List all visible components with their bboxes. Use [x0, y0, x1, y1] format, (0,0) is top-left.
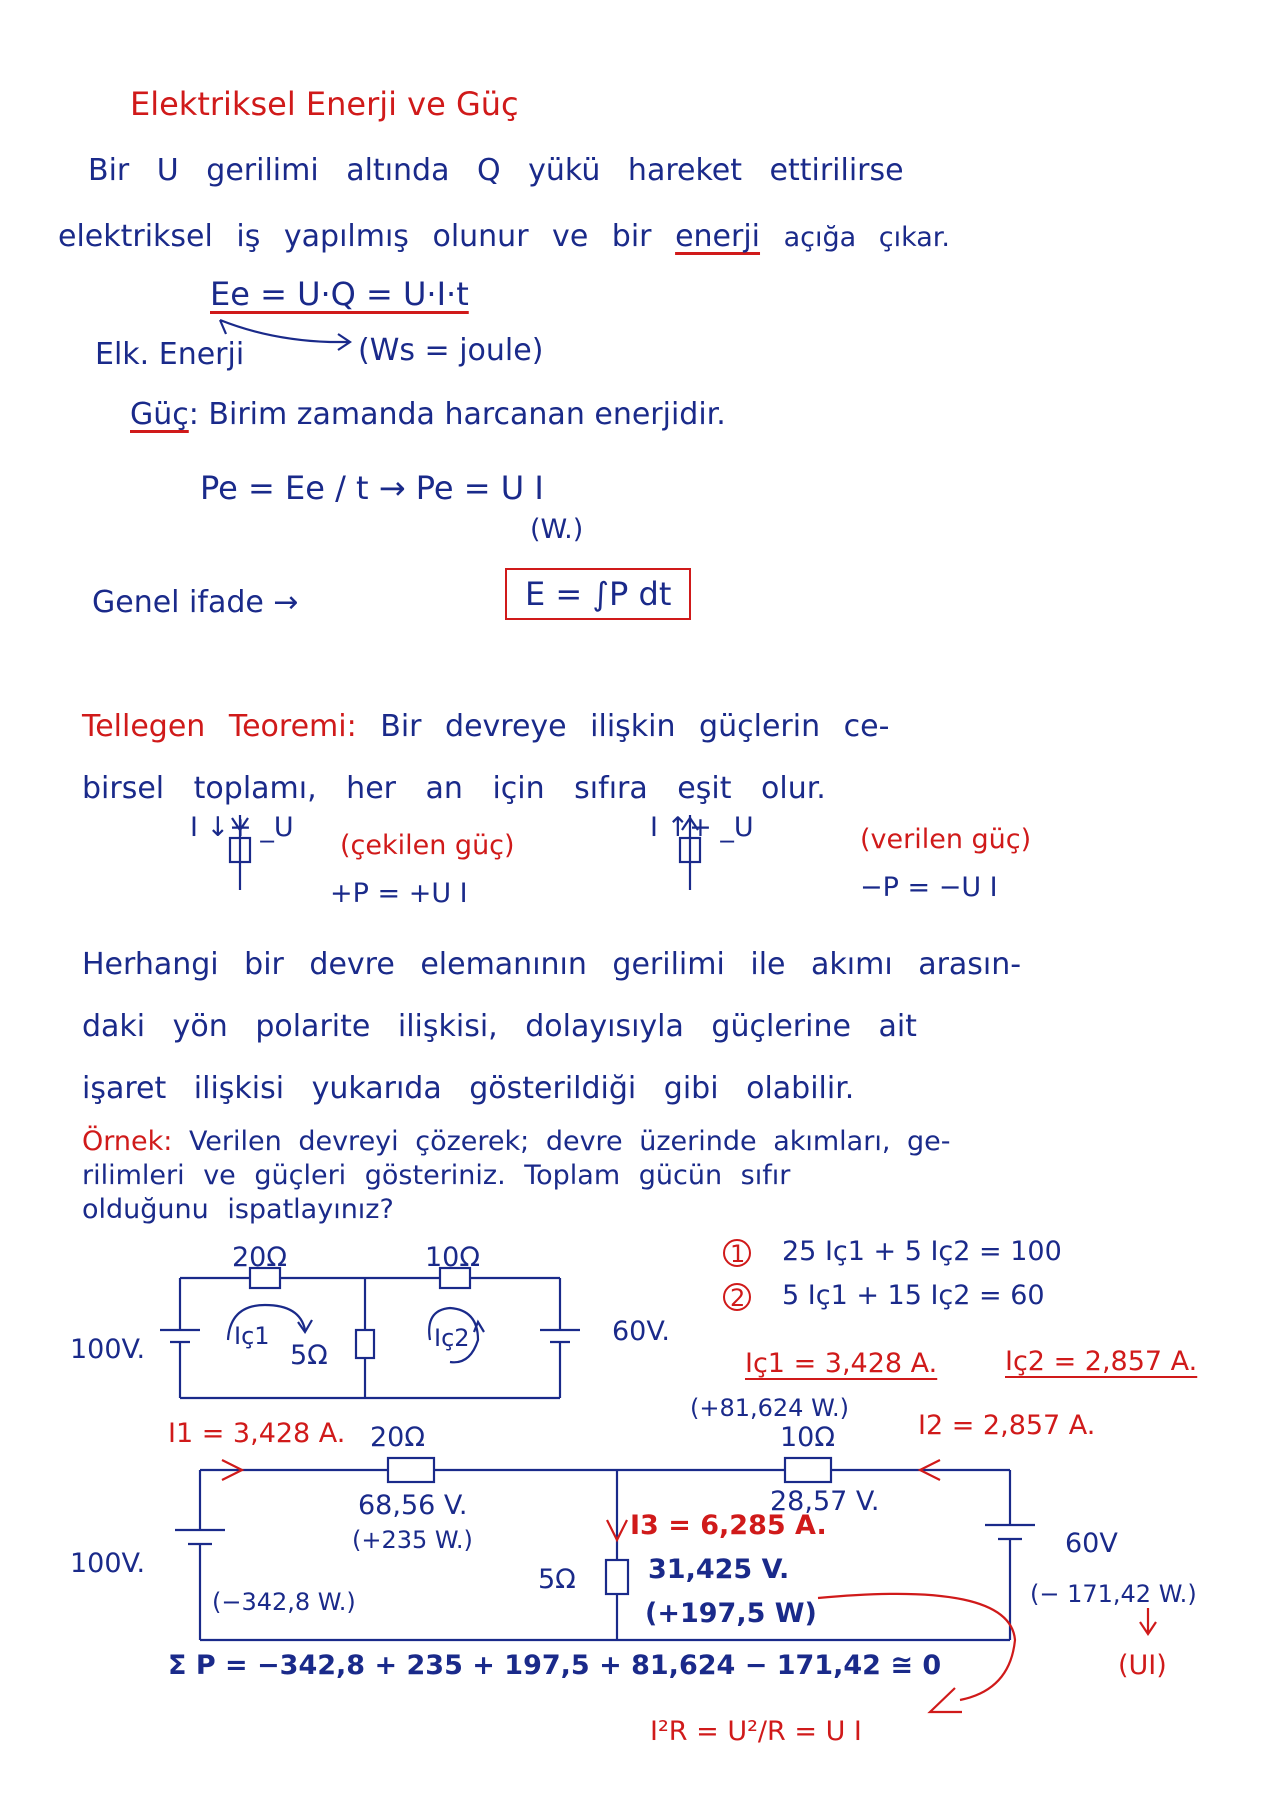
text-line: olduğunu ispatlayınız? — [82, 1194, 394, 1225]
equation-1: 25 Iç1 + 5 Iç2 = 100 — [782, 1236, 1062, 1267]
text-line: rilimleri ve güçleri gösteriniz. Toplam gücün sıfır — [82, 1160, 791, 1191]
text-line: birsel toplamı, her an için sıfıra eşit olur. — [82, 771, 826, 806]
solution-1: Iç1 = 3,428 A. — [745, 1348, 938, 1379]
source-label: 100V. — [70, 1334, 146, 1365]
text-line: daki yön polarite ilişkisi, dolayısıyla güçlerine ait — [82, 1009, 917, 1044]
left-symbol-note: (çekilen güç) — [340, 830, 515, 861]
section-title-energy: Elektriksel Enerji ve Güç — [130, 85, 519, 123]
power-label: (− 171,42 W.) — [1030, 1580, 1197, 1608]
loop-current-label: Iç1 — [234, 1322, 270, 1350]
equation-number: 2 — [730, 1284, 746, 1312]
ui-note: (UI) — [1118, 1650, 1167, 1681]
source-label: 100V. — [70, 1548, 146, 1579]
source-label: 60V. — [612, 1316, 670, 1347]
text-fragment: : Birim zamanda harcanan enerjidir. — [188, 397, 726, 432]
right-symbol-label: I ↑+ _U — [650, 812, 754, 843]
right-symbol-note: (verilen güç) — [860, 824, 1032, 855]
equation-number: 1 — [730, 1240, 746, 1268]
text-fragment: Bir devreye ilişkin güçlerin ce- — [380, 709, 890, 744]
formula-text: Ee = U·Q = U·I·t — [210, 275, 469, 313]
general-label: Genel ifade → — [92, 585, 299, 620]
power-units: (W.) — [530, 514, 584, 545]
text-fragment: elektriksel iş yapılmış olunur ve bir — [58, 219, 652, 254]
left-symbol-label: I ↓+ _U — [190, 812, 294, 843]
annotation-arrow — [818, 1594, 1015, 1700]
highlight-word-energy: enerji — [675, 219, 761, 254]
text-line: işaret ilişkisi yukarıda gösterildiği gibi olabilir. — [82, 1071, 855, 1106]
resistor-label: 20Ω — [232, 1242, 287, 1273]
right-symbol-equation: −P = −U I — [860, 872, 998, 903]
resistor-label: 20Ω — [370, 1422, 425, 1453]
power-label: (+235 W.) — [352, 1526, 473, 1554]
resistor-label: 10Ω — [425, 1242, 480, 1273]
power-label: (−342,8 W.) — [212, 1588, 356, 1616]
formula-power: Pe = Ee / t → Pe = U I — [200, 469, 544, 507]
left-symbol-equation: +P = +U I — [330, 878, 468, 909]
power-formula-note: I²R = U²/R = U I — [650, 1716, 862, 1747]
resistor-label: 5Ω — [290, 1340, 328, 1371]
current-label-i2: I2 = 2,857 A. — [918, 1410, 1096, 1441]
power-label: (+197,5 W) — [645, 1598, 817, 1629]
solution-2: Iç2 = 2,857 A. — [1005, 1346, 1198, 1377]
highlight-word-power: Güç — [130, 397, 189, 432]
source-label: 60V — [1065, 1528, 1118, 1559]
voltage-label: 68,56 V. — [358, 1490, 468, 1521]
tellegen-title: Tellegen Teoremi: — [82, 709, 357, 744]
resistor-10ohm-symbol — [785, 1458, 831, 1482]
power-sum: Σ P = −342,8 + 235 + 197,5 + 81,624 − 171,42 ≅ 0 — [168, 1650, 942, 1681]
current-label-i3: I3 = 6,285 A. — [630, 1510, 827, 1541]
text-line: Herhangi bir devre elemanının gerilimi ile akımı arasın- — [82, 947, 1022, 982]
text-fragment: açığa çıkar. — [783, 222, 950, 253]
energy-label: Elk. Enerji — [95, 337, 245, 372]
power-label: (+81,624 W.) — [690, 1394, 850, 1422]
energy-units: (Ws = joule) — [358, 333, 544, 368]
text-fragment: Verilen devreyi çözerek; devre üzerinde akımları, ge- — [188, 1126, 951, 1157]
resistor-5ohm-symbol — [606, 1560, 628, 1594]
voltage-label: 28,57 V. — [770, 1486, 880, 1517]
text-line: Bir U gerilimi altında Q yükü hareket ettirilirse — [88, 153, 904, 188]
example-label: Örnek: — [82, 1126, 173, 1157]
current-label-i1: I1 = 3,428 A. — [168, 1418, 346, 1449]
resistor-label: 5Ω — [538, 1564, 576, 1595]
resistor-label: 10Ω — [780, 1422, 835, 1453]
general-formula-box: E = ∫P dt — [505, 568, 691, 620]
equation-2: 5 Iç1 + 15 Iç2 = 60 — [782, 1280, 1045, 1311]
loop-current-label: Iç2 — [434, 1324, 470, 1352]
voltage-label: 31,425 V. — [648, 1554, 790, 1585]
resistor-20ohm-symbol — [388, 1458, 434, 1482]
